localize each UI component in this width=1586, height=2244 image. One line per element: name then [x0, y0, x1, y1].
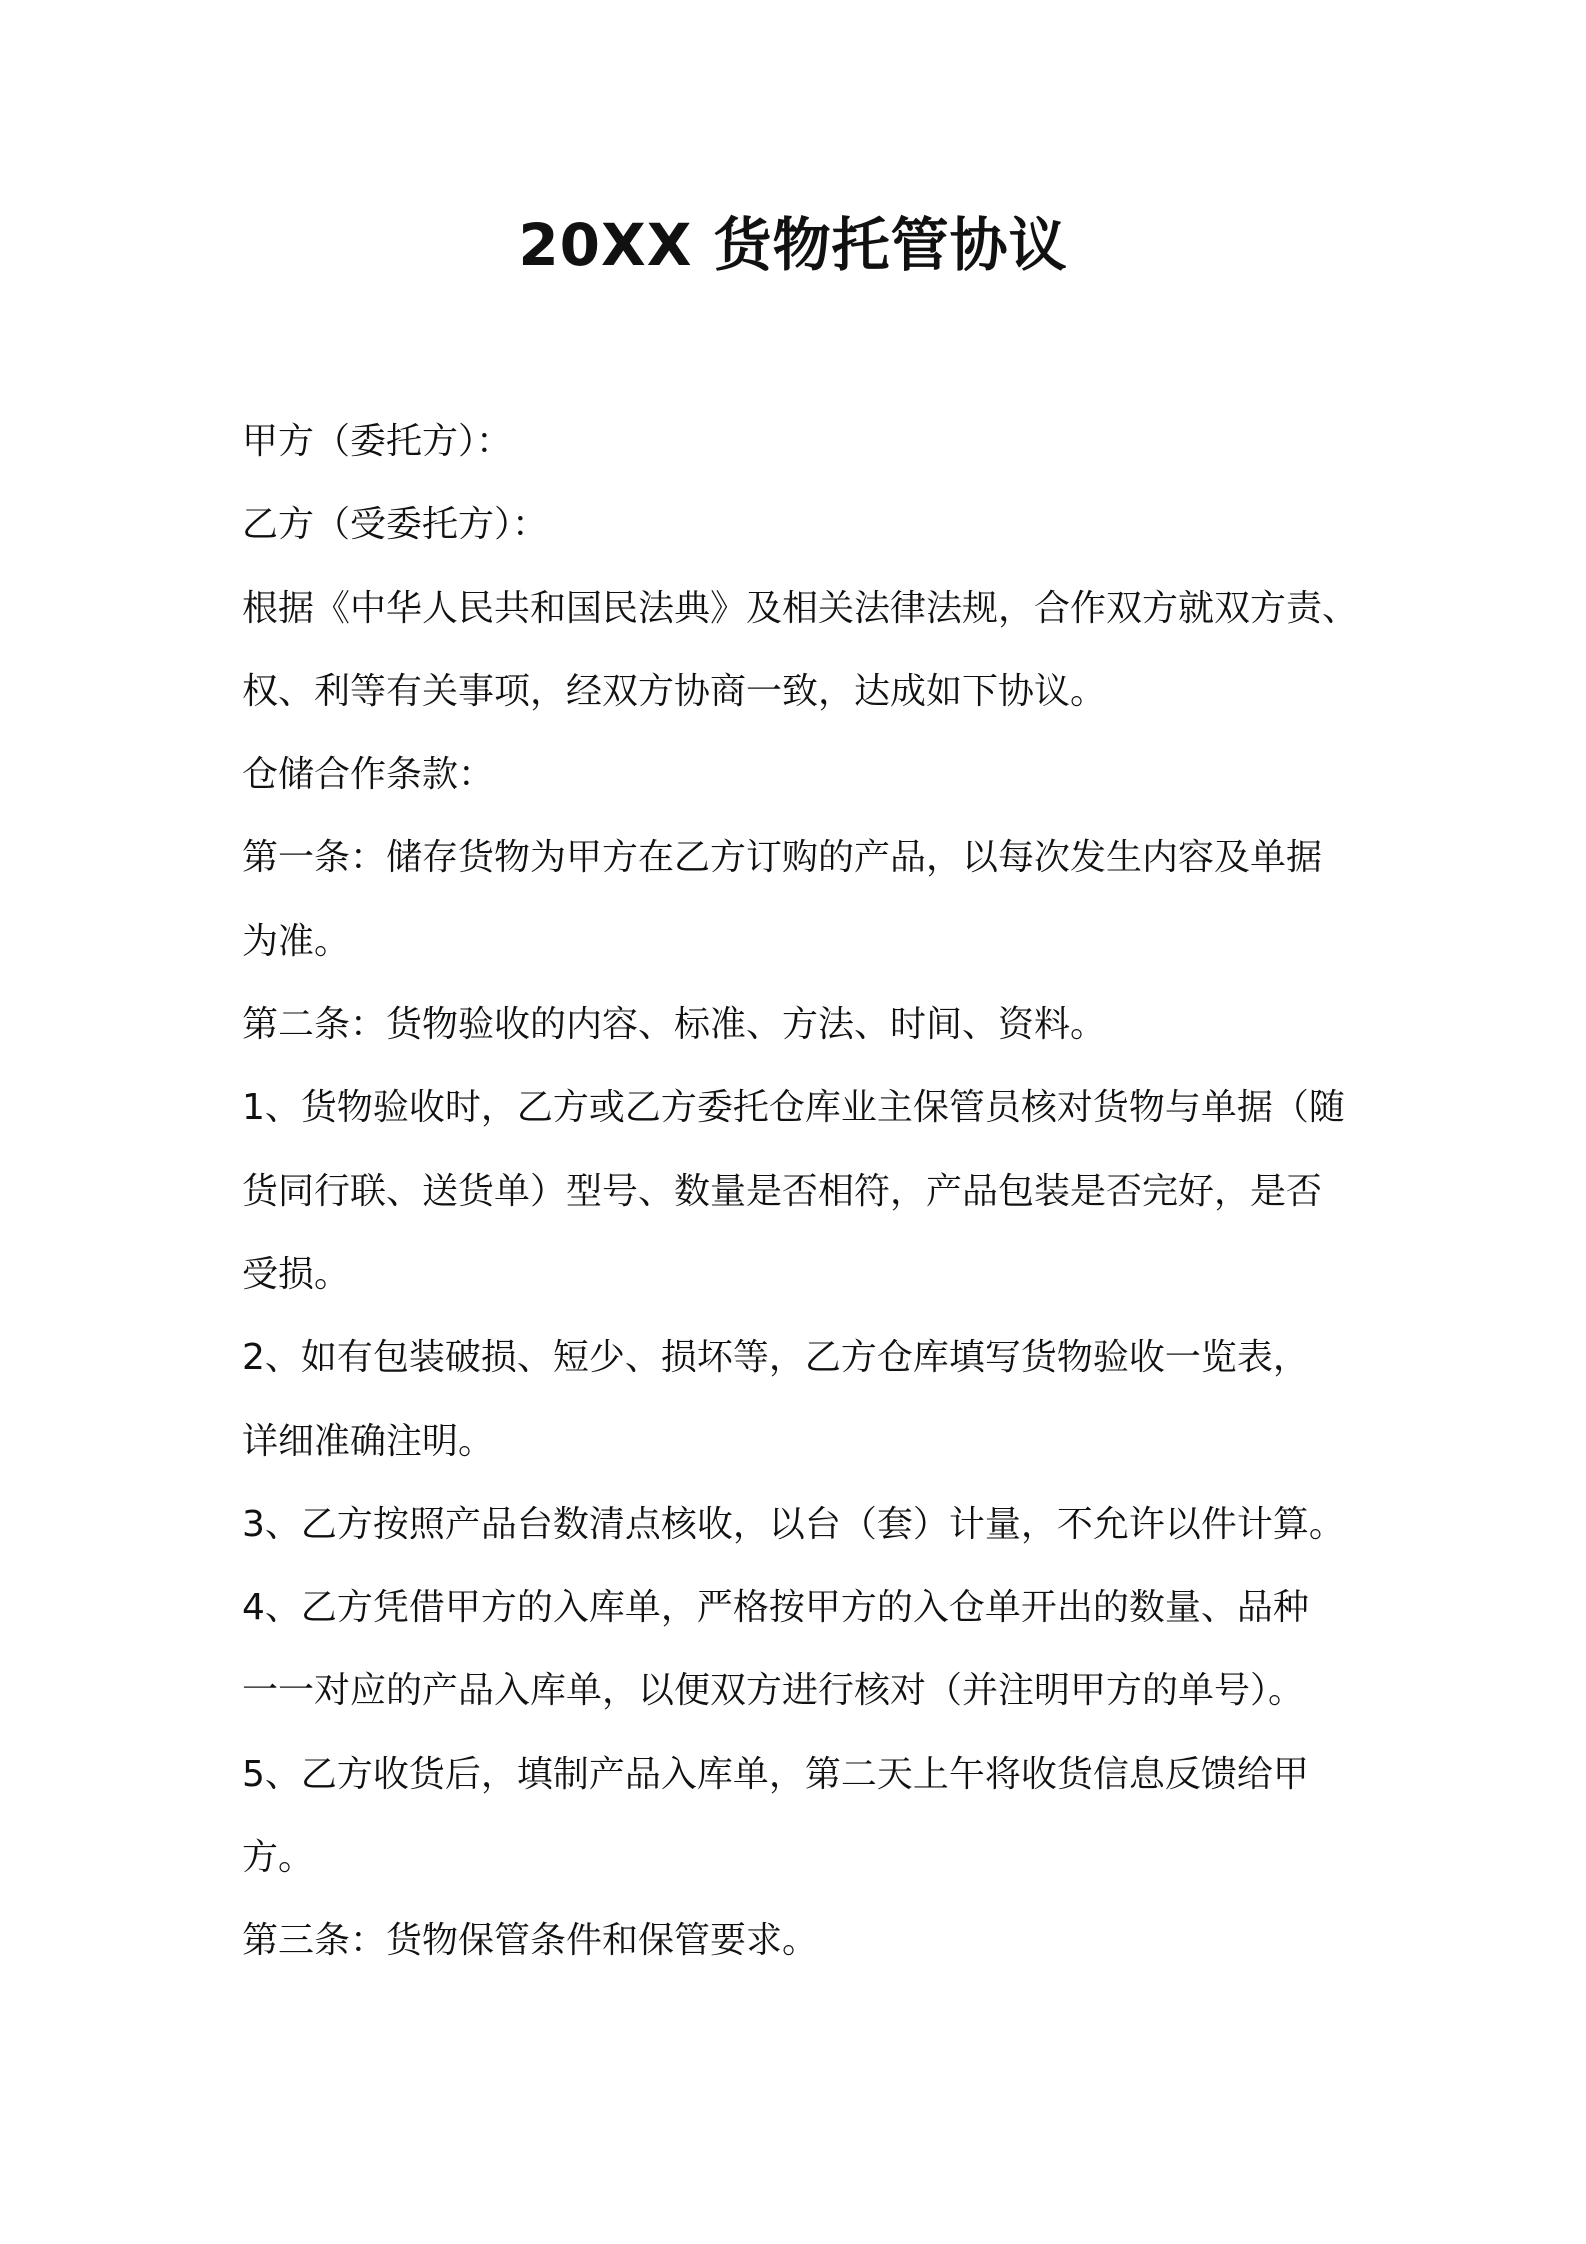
document-body — [242, 400, 1372, 1983]
clause-1-line-2: 货同行联、送货单）型号、数量是否相符，产品包装是否完好，是否 — [242, 1170, 1323, 1212]
clause-1-line-1: 1、货物验收时，乙方或乙方委托仓库业主保管员核对货物与单据（随 — [242, 1087, 1345, 1129]
party-b-line: 乙方（受委托方）： — [242, 504, 549, 546]
clause-4-line-2: 一一对应的产品入库单，以便双方进行核对（并注明甲方的单号）。 — [242, 1670, 1305, 1712]
clause-2-line-2: 详细准确注明。 — [242, 1420, 495, 1462]
article-1-line-1: 第一条：储存货物为甲方在乙方订购的产品，以每次发生内容及单据 — [242, 837, 1323, 879]
preamble-line-2: 权、利等有关事项，经双方协商一致，达成如下协议。 — [242, 670, 1107, 712]
clause-5-line-2: 方。 — [242, 1837, 315, 1879]
article-1-line-2: 为准。 — [242, 920, 351, 962]
party-a-line: 甲方（委托方）： — [242, 421, 513, 462]
clause-4-line-1: 4、乙方凭借甲方的入库单，严格按甲方的入仓单开出的数量、品种 — [242, 1587, 1309, 1629]
document-title: 20XX 货物托管协议 — [518, 211, 1068, 279]
clause-2-line-1: 2、如有包装破损、短少、损坏等，乙方仓库填写货物验收一览表， — [242, 1337, 1309, 1379]
section-heading: 仓储合作条款： — [242, 754, 495, 796]
article-3-heading: 第三条：货物保管条件和保管要求。 — [242, 1920, 819, 1962]
preamble-line-1: 根据《中华人民共和国民法典》及相关法律法规，合作双方就双方责、 — [242, 587, 1359, 629]
clause-3-line-1: 3、乙方按照产品台数清点核收，以台（套）计量，不允许以件计算。 — [242, 1503, 1345, 1545]
clause-5-line-1: 5、乙方收货后，填制产品入库单，第二天上午将收货信息反馈给甲 — [242, 1753, 1309, 1795]
article-2-heading: 第二条：货物验收的内容、标准、方法、时间、资料。 — [242, 1004, 1107, 1046]
clause-1-line-3: 受损。 — [242, 1253, 351, 1295]
